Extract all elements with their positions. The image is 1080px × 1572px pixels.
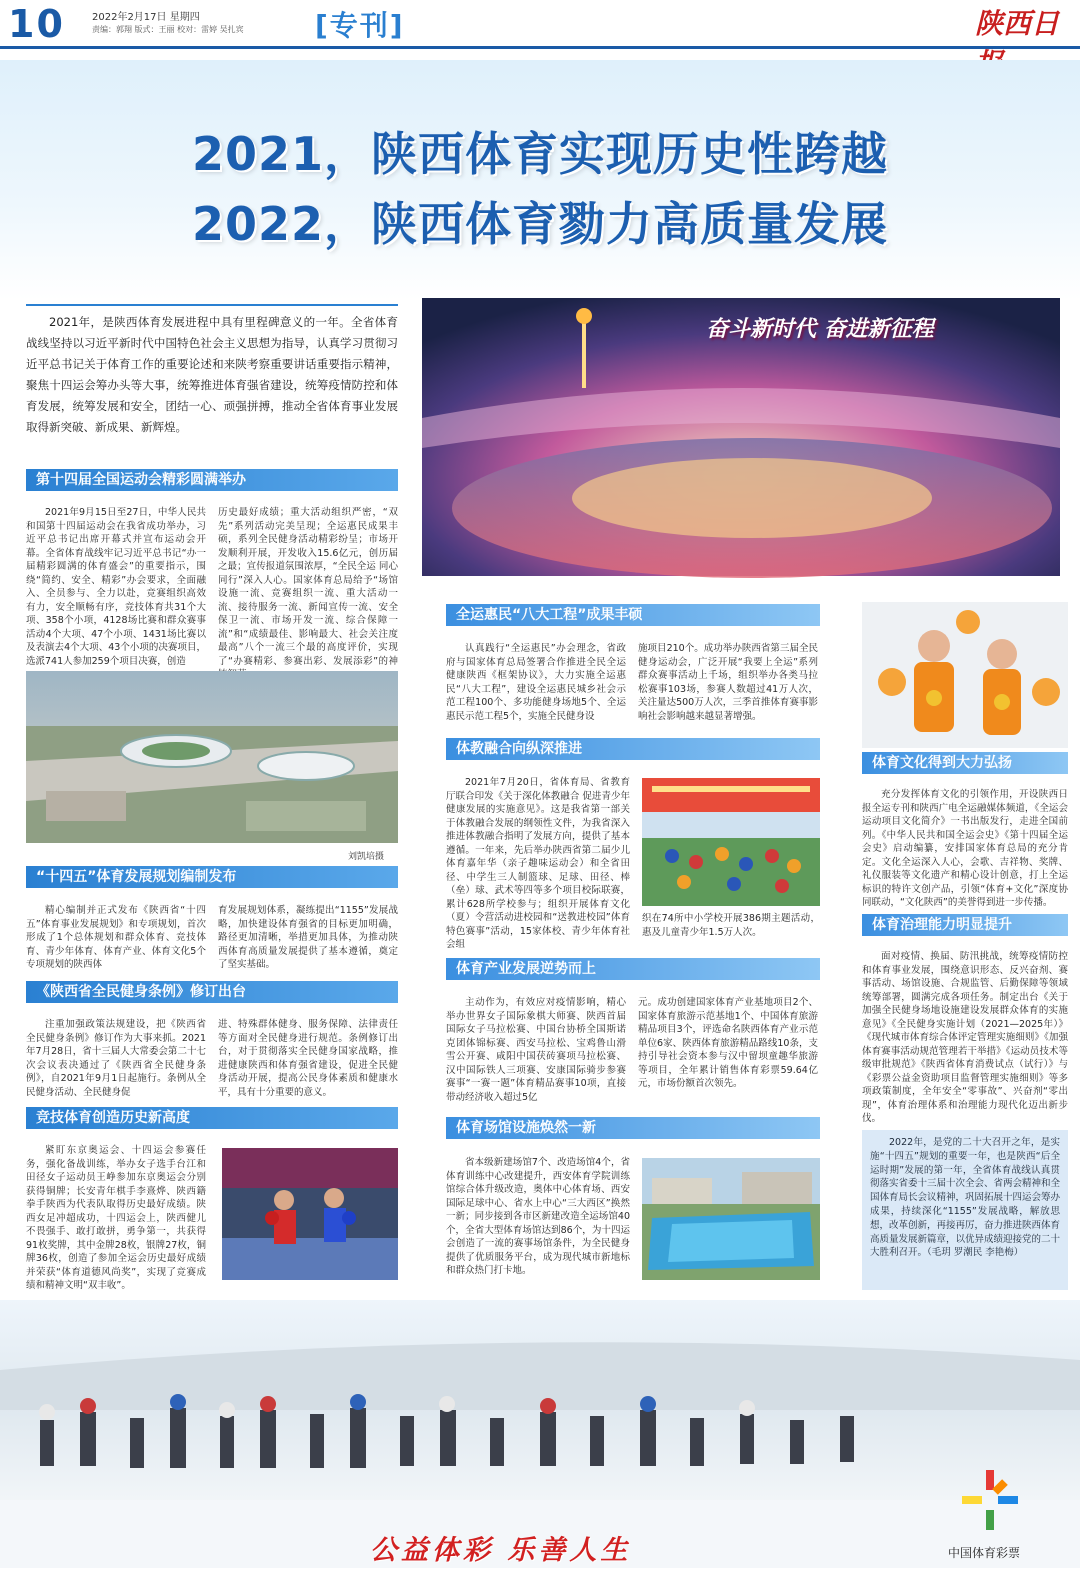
industry-col2: 元。成功创建国家体育产业基地项目2个、国家体育旅游示范基地1个、中国体育旅游精品项目3个，评选命名陕西体育产业示范单位6家、陕西体育旅游精品路线10条，支持引导社会资本参与汉中留坝童趣华旅游等项目，全年累计销售体育彩票59.64亿元，市场份额首次领先。	[638, 997, 818, 1089]
education-col2: 织在74所中小学校开展386期主题活动，惠及儿童青少年1.5万人次。	[642, 913, 820, 938]
section-label: [专刊]	[315, 9, 405, 42]
section-heading-venues: 体育场馆设施焕然一新	[446, 1117, 820, 1139]
headline-secondary: 2022，陕西体育勠力高质量发展	[191, 197, 889, 251]
education-col1: 2021年7月20日，省体育局、省教育厅联合印发《关于深化体教融合 促进青少年健康发展的实施意见》。这是我省第一部关于体教融合发展的纲领性文件，为我省深入推进体教融合指明了发展方向，提供了基本遵循。一年来，先后举办陕西省第二届少儿体育嘉年华（亲子趣味运动会）和全省田径、中学生三人制篮球、足球、田径、棒（垒）球、武术等四等多个项目校际联赛，累计628所学校参与；组织开展体育文化（夏）令营活动进校园和“送教进校园”体育特色赛事”活动，15家体校、青少年体育社会组	[446, 777, 630, 950]
footer-slogan: 公益体彩 乐善人生	[370, 1535, 632, 1566]
eight-projects-col1: 认真践行“全运惠民”办会理念，省政府与国家体育总局签署合作推进全民全运健康陕西《框架协议》，大力实施全运惠民“八大工程”，建设全运惠民城乡社会示范工程100个、多功能健身场地5个、全运惠民示范工程5个，实施全民健身设	[446, 643, 626, 722]
lottery-label: 中国体育彩票	[948, 1546, 1021, 1560]
headline-primary: 2021，陕西体育实现历史性跨越	[191, 127, 889, 181]
games-col2: 历史最好成绩；重大活动组织严密，“双先”系列活动完美呈现；全运惠民成果丰硕，系列全民健身活动精彩纷呈；市场开发顺利开展，开发收入15.6亿元，创历届之最；宣传报道氛围浓厚，“全民全运 同心同行”深入人心。国家体育总局给予“场馆设施一流、竞赛组织一流、重大活动一流、接待服务一流、新闻宣传一流、安全保卫一流、市场开发一流、综合保障一流”和“成绩最佳、影响最大、社会关注度最高”八个一流三个最的高度评价，实现了“办赛精彩、参赛出彩、发展添彩”的神	[218, 507, 398, 667]
youth-event-photo	[642, 778, 820, 906]
section-heading-plan: “十四五”体育发展规划编制发布	[26, 866, 398, 888]
venues-text: 省本级新建场馆7个、改造场馆4个，省体育训练中心改建提升，西安体育学院训练馆综合体升级改造，奥体中心体育场、西安国际足球中心、省水上中心“三大西区”换然一新；同步接到各市区新建改造全运场馆40个，全省大型体育场馆达到86个，为十四运会创造了一流的赛事场馆条件，为全民健身提供了优质服务平台，成为现代城市新地标和群众热门打卡地。	[446, 1157, 630, 1276]
games-col1: 2021年9月15日至27日，中华人民共和国第十四届运动会在我省成功举办，习近平总书记出席开幕式并宣布运动会开幕。全省体育战线牢记习近平总书记“办一届精彩圆满的体育盛会”的重要指示，围绕“简约、安全、精彩”办会要求，全面融入、全员参与、全力以赴，竞赛组织高效有力，安全顺畅有序，竞技体育共31个大项、358个小项，4128场比赛和群众赛事活动4个大项、47个小项、1431场比赛以及表演去4个大项、43个小项的决赛项目，选派741人参加259个项目决赛，创造	[26, 507, 206, 667]
page-number: 10	[8, 2, 65, 46]
photo-credit: 刘凯培摄	[348, 852, 385, 862]
plan-col2: 育发展规划体系，凝练提出“1155”发展战略，加快建设体育强省的目标更加明确，路径更加清晰，举措更加具体，为推动陕西体育高质量发展提供了基本遵循，奠定了坚实基础。	[218, 905, 398, 970]
section-heading-athletics: 竞技体育创造历史新高度	[26, 1107, 398, 1129]
culture-text: 充分发挥体育文化的引领作用，开设陕西日报全运专刊和陕西广电全运融媒体频道，《全运会运动项目文化简介》一书出版发行，走进全国前列。《中华人民共和国全运会史》《第十四届全运会史》启动编纂，安排国家体育总局的充分肯定。文化全运深入人心，会歌、吉祥物、奖牌、礼仪服装等文化遗产和精心设计创意，打上全运标识的特许文创产品，引领“体育+文化”深度协同联动，“文化陕西”的美誉得到进一步传播。	[862, 789, 1068, 908]
section-heading-eight-projects: 全运惠民“八大工程”成果丰硕	[446, 604, 820, 626]
intro-paragraph: 2021年，是陕西体育发展进程中具有里程碑意义的一年。全省体育战线坚持以习近平新时代中国特色社会主义思想为指导，认真学习贯彻习近平总书记关于体育工作的重要论述和来陕考察重要讲话重要指示精神，聚焦十四运会筹办头等大事，统筹推进体育强省建设，统筹疫情防控和体育发展，统筹发展和安全，团结一心、顽强拼搏，推动全省体育事业发展取得新突破、新成果、新辉煌。	[26, 315, 398, 434]
section-heading-governance: 体育治理能力明显提升	[862, 914, 1068, 936]
newspaper-logo: 陕西日	[975, 7, 1060, 40]
lottery-logo-icon	[960, 1468, 1020, 1534]
young-athletes-photo	[862, 602, 1068, 748]
regulation-col1: 注重加强政策法规建设，把《陕西省全民健身条例》修订作为大事来抓。2021年7月28日，省十三届人大常委会第二十七次会议表决通过了《陕西省全民健身条例》，自2021年9月1日起施行。条例从全民健身活动、全民健身促	[26, 1019, 206, 1098]
industry-col1: 主动作为，有效应对疫情影响，精心举办世界女子国际象棋大师赛、陕西首届国际女子马拉松赛、中国台协桥全国斯诺克团体锦标赛、西安马拉松、宝鸡鲁山滑雪公开赛、咸阳中国茯砖赛项马拉松赛、汉中国际铁人三项赛、安康国际骑步参赛赛事“一赛一题”体育精品赛事10项，直接带动经济收入超过5亿	[446, 997, 626, 1103]
section-heading-regulation: 《陕西省全民健身条例》修订出台	[26, 981, 398, 1003]
header-rule	[0, 46, 1080, 49]
banner-photo-caption: 奋斗新时代 奋进新征程	[706, 317, 934, 342]
section-heading-culture: 体育文化得到大力弘扬	[862, 752, 1068, 774]
closing-box: 2022年，是党的二十大召开之年，是实施“十四五”规划的重要一年，也是陕西“后全运时期”发展的第一年，全省体育战线认真贯彻落实省委十三届十次全会、省两会精神和全国体育局长会议精神，巩固拓展十四运会筹办成果，持续深化“1155”发展战略，解放思想，改革创新，再接再厉，奋力推进陕西体育高质量发展新篇章，以优异成绩迎接党的二十大胜利召开。（毛玥 罗潮民 李艳梅）	[862, 1130, 1068, 1290]
section-heading-education: 体教融合向纵深推进	[446, 738, 820, 760]
intro-rule	[26, 304, 398, 306]
editors-line: 责编：郭翔 版式：王丽 校对：雷婷 吴扎宾	[92, 25, 244, 34]
boxing-photo	[222, 1148, 398, 1280]
athletics-text: 紧盯东京奥运会、十四运会参赛任务，强化备战训练，举办女子选手台江和田径女子运动员王峥参加东京奥运会分别获得铜牌；长安青年棋手李熹烨、陕西籍拳手陕西为代表队取得历史最好成绩。陕西女足冲超成功，十四运会上，陕西健儿不畏强手、敢打敢拼，勇争第一，共获得91枚奖牌，其中金牌28枚，银牌27枚，铜牌36枚，创造了参加全运会历史最好成绩并荣获“体育道德风尚奖”，实现了竞赛成绩和精神文明“双丰收”。	[26, 1145, 206, 1291]
aquatic-center-photo	[642, 1158, 820, 1280]
plan-col1: 精心编制并正式发布《陕西省“十四五”体育事业发展规划》和专项规划，首次形成了1个总体规划和群众体育、竞技体育、青少年体育、体育产业、体育文化5个专项规划的陕西体	[26, 905, 206, 970]
issue-date: 2022年2月17日 星期四	[92, 12, 200, 23]
governance-text: 面对疫情、换届、防汛挑战，统筹疫情防控和体育事业发展，围绕意识形态、反兴奋剂、赛事活动、场馆设施、合规监管、后勤保障等领域统筹部署，圆满完成各项任务。制定出台《关于加强全民健身场地设施建设发展群众体育的实施意见》《全民健身实施计划（2021—2025年）》《现代城市体育综合体评定管理实施细则》《加强体育赛事活动规范管理若干举措》《运动员技术等级审批规范》《陕西省体育消费试点（试行）》与《彩票公益金资助项目监督管理实施细则》等多项政策制度，全年安全“零事故”、兴奋剂“零出现”，体育治理体系和治理能力现代化迈出新步伐。	[862, 951, 1068, 1124]
regulation-col2: 进、特殊群体健身、服务保障、法律责任等方面对全民健身进行规范。条例修订出台，对于贯彻落实全民健身国家战略，推进健康陕西和体育强省建设，促进全民健身活动开展，提高公民身体素质和健康水平，具有十分重要的意义。	[218, 1019, 398, 1098]
section-heading-games: 第十四届全国运动会精彩圆满举办	[26, 469, 398, 491]
section-heading-industry: 体育产业发展逆势而上	[446, 958, 820, 980]
aerial-stadium-photo	[26, 671, 398, 843]
eight-projects-col2: 施项目210个。成功举办陕西省第三届全民健身运动会，广泛开展“我要上全运”系列群众赛事活动上千场，组织举办各类马拉松赛事103场，参赛人数超过41万人次，关注量达500万人次，三季首推体育赛事影响社会影响越来越显著增强。	[638, 643, 818, 722]
